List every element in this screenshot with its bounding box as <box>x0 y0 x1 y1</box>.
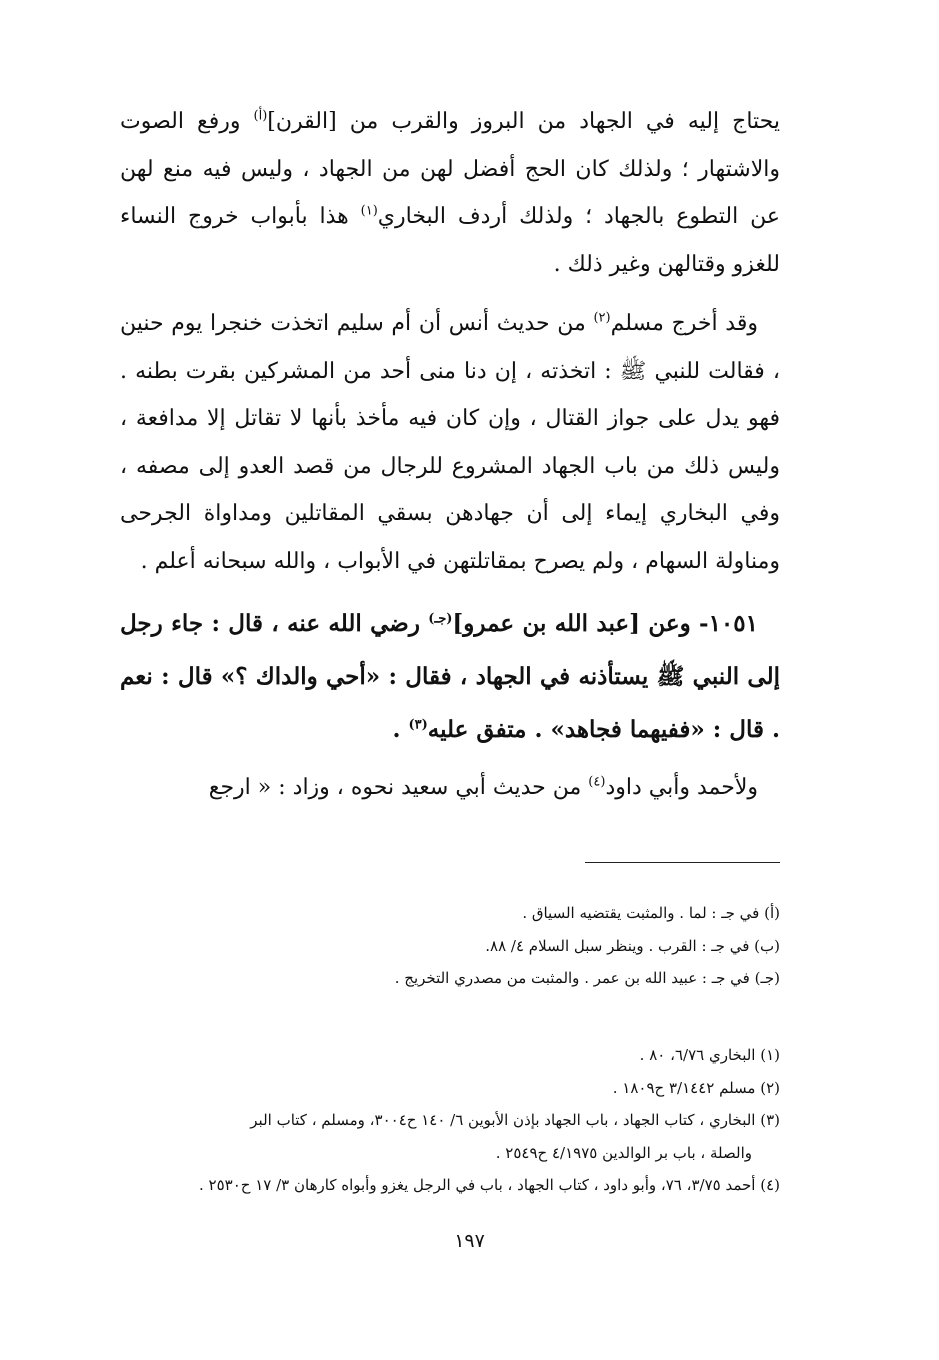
paragraph-3-text: ولأحمد وأبي داود <box>605 775 758 800</box>
source-footnotes <box>100 1039 780 1202</box>
main-text <box>120 98 780 824</box>
footnote-3: (٣) البخاري ، كتاب الجهاد ، باب الجهاد بإذن الأبوين ٦/ ١٤٠ ح٣٠٠٤، ومسلم ، كتاب البر <box>250 1111 780 1129</box>
footnote-2: (٢) مسلم ٣/١٤٤٢ ح١٨٠٩ . <box>612 1078 780 1097</box>
footnote-ref-2: (٢) <box>593 310 611 326</box>
paragraph-1-text: يحتاج إليه في الجهاد من البروز والقرب من [القرن] <box>267 109 780 134</box>
footnote-ref-3: (٣) <box>408 717 428 733</box>
variant-notes <box>100 897 780 995</box>
variant-note-jeem: (جـ) في جـ : عبيد الله بن عمر . والمثبت من مصدري التخريج . <box>394 969 780 987</box>
variant-note-a: (أ) في جـ : لما . والمثبت يقتضيه السياق . <box>522 904 780 922</box>
paragraph-2 <box>120 300 780 585</box>
paragraph-2-text: وقد أخرج مسلم <box>610 311 758 336</box>
page-number: ١٩٧ <box>454 1230 485 1252</box>
footnote-3-continued: والصلة ، باب بر الوالدين ٤/١٩٧٥ ح٢٥٤٩ . <box>495 1143 752 1162</box>
paragraph-1-text-cont: ورفع الصوت والاشتهار ؛ ولذلك كان الحج أفضل لهن من الجهاد ، وليس فيه منع لهن عن التطوع بالجهاد ؛ ولذلك أردف البخاري <box>120 109 780 229</box>
footnote-separator <box>585 862 780 863</box>
footnote-4: (٤) أحمد ٣/٧٥، ٧٦، وأبو داود ، كتاب الجهاد ، باب في الرجل يغزو وأبواه كارهان ٣/ ١٧ ح٢٥٣٠ . <box>198 1176 780 1194</box>
footnote-1: (١) البخاري ٦/٧٦، ٨٠ . <box>639 1046 780 1064</box>
hadith-text-cont: رضي الله عنه ، قال : جاء رجل إلى النبي ﷺ يستأذنه في الجهاد ، فقال : «أحي والداك ؟» قال : نعم . قال : «ففيهما فجاهد» . متفق عليه <box>120 610 780 743</box>
paragraph-3-text-cont: من حديث أبي سعيد نحوه ، وزاد : « ارجع <box>208 775 589 800</box>
variant-ref-jeem: (جـ) <box>428 611 453 627</box>
hadith-text: ١٠٥١- وعن [عبد الله بن عمرو] <box>452 610 758 637</box>
hadith-text-tail: . <box>392 716 409 743</box>
paragraph-3 <box>120 764 780 812</box>
paragraph-2-text-cont: من حديث أنس أن أم سليم اتخذت خنجرا يوم حنين ، فقالت للنبي ﷺ : اتخذته ، إن دنا منى أحد من المشركين بقرت بطنه . فهو يدل على جواز القتال ، وإن كان فيه مأخذ بأنها لا تقاتل إلا مدافعة ، وليس ذلك من باب الجهاد المشروع للرجال من قصد العدو إلى مصفه ، وفي البخاري إيماء إلى أن جهادهن بسقي المقاتلين ومداواة الجرحى ومناولة السهام ، ولم يصرح بمقاتلتهن في الأبواب ، والله سبحانه أعلم . <box>120 311 780 574</box>
paragraph-1 <box>120 98 780 288</box>
hadith-1051 <box>120 597 780 756</box>
paragraph-1-text-tail: هذا بأبواب خروج النساء للغزو وقتالهن وغير ذلك . <box>120 204 780 277</box>
footnote-ref-1: (١) <box>360 203 378 219</box>
variant-note-b: (ب) في جـ : القرب . وينظر سبل السلام ٤/ ٨٨. <box>485 936 780 955</box>
variant-ref-a: (أ) <box>253 108 268 124</box>
footnote-ref-4: (٤) <box>588 774 606 790</box>
